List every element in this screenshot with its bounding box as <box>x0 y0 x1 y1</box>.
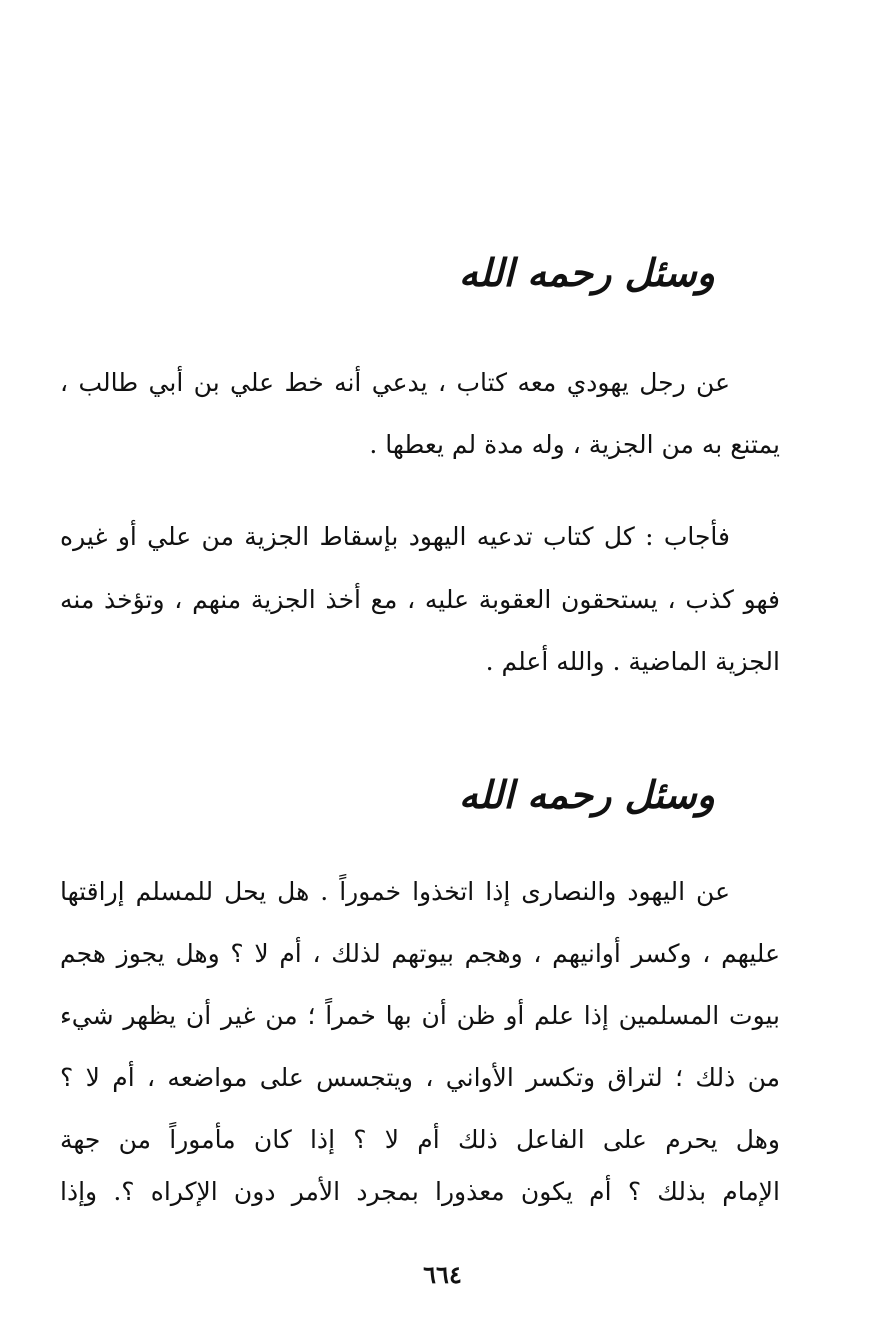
section-heading-2: وسئل رحمه الله <box>458 772 715 817</box>
question-2-line-4: من ذلك ؛ لتراق وتكسر الأواني ، ويتجسس على مواضعه ، أم لا ؟ <box>60 1063 780 1092</box>
question-2-line-3: بيوت المسلمين إذا علم أو ظن أن بها خمراً ؛ من غير أن يظهر شيء <box>60 1001 780 1030</box>
question-2-line-6: الإمام بذلك ؟ أم يكون معذورا بمجرد الأمر دون الإكراه ؟. وإذا <box>60 1177 780 1206</box>
page-number: ٦٦٤ <box>423 1260 462 1289</box>
question-2-line-1: عن اليهود والنصارى إذا اتخذوا خموراً . هل يحل للمسلم إراقتها <box>60 877 730 906</box>
question-1-line-2: يمتنع به من الجزية ، وله مدة لم يعطها . <box>369 430 780 459</box>
answer-1-line-3: الجزية الماضية . والله أعلم . <box>485 647 780 676</box>
question-2-line-5: وهل يحرم على الفاعل ذلك أم لا ؟ إذا كان مأموراً من جهة <box>60 1125 780 1154</box>
question-1-line-1: عن رجل يهودي معه كتاب ، يدعي أنه خط علي بن أبي طالب ، <box>60 368 730 397</box>
section-heading-1: وسئل رحمه الله <box>458 250 715 295</box>
answer-1-line-2: فهو كذب ، يستحقون العقوبة عليه ، مع أخذ الجزية منهم ، وتؤخذ منه <box>60 585 780 614</box>
question-2-line-2: عليهم ، وكسر أوانيهم ، وهجم بيوتهم لذلك ، أم لا ؟ وهل يجوز هجم <box>60 939 780 968</box>
answer-1-line-1: فأجاب : كل كتاب تدعيه اليهود بإسقاط الجزية من علي أو غيره <box>60 522 730 551</box>
